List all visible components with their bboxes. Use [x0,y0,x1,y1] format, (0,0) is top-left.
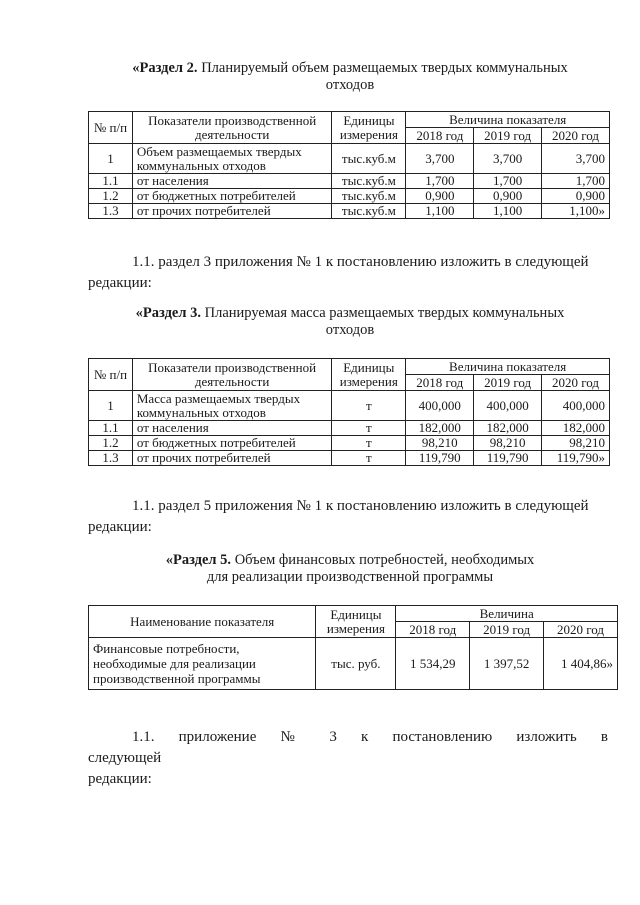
table-row [89,451,610,466]
row-2018: 182,000 [406,421,474,436]
paragraph-line: 1.1. раздел 3 приложения № 1 к постановлению изложить в следующей [132,254,589,270]
paragraph-line: 1.1. раздел 5 приложения № 1 к постановлению изложить в следующей [132,498,589,514]
row-2018: 0,900 [406,189,474,204]
section3-table [88,358,610,466]
row-name: от прочих потребителей [132,451,331,466]
row-name: от бюджетных потребителей [132,189,332,204]
paragraph-line: редакции: [88,771,152,787]
row-2019: 1 397,52 [470,638,544,690]
row-2019: 400,000 [474,391,542,421]
section2-table [88,111,610,219]
header-2018: 2018 год [406,128,474,144]
section2-title-text: Планируемый объем размещаемых твердых коммунальных [197,60,568,76]
row-unit: тыс.куб.м [332,144,406,174]
row-num: 1.1 [89,421,133,436]
row-unit: тыс. руб. [316,638,396,690]
table-row [89,189,610,204]
row-name: Объем размещаемых твердых коммунальных отходов [132,144,332,174]
row-2020: 1 404,86» [544,638,618,690]
header-num: № п/п [89,112,133,144]
paragraph-appendix3-intro [88,727,608,790]
section3-title-bold: «Раздел 3. [135,305,201,321]
header-indicator: Показатели производственной деятельности [132,112,332,144]
row-2020: 182,000 [542,421,610,436]
header-2020: 2020 год [542,375,610,391]
row-unit: тыс.куб.м [332,189,406,204]
row-2020: 1,100» [542,204,610,219]
header-indicator: Наименование показателя [89,606,316,638]
row-name: от населения [132,421,331,436]
row-name: от прочих потребителей [132,204,332,219]
row-2019: 119,790 [474,451,542,466]
row-2019: 1,100 [474,204,542,219]
row-2018: 1,100 [406,204,474,219]
section2-title-line2: отходов [325,77,375,93]
table-row [89,638,618,690]
row-2020: 3,700 [542,144,610,174]
table-row [89,391,610,421]
row-name: Масса размещаемых твердых коммунальных отходов [132,391,331,421]
row-num: 1.3 [89,204,133,219]
table-row [89,174,610,189]
header-2019: 2019 год [470,622,544,638]
header-2018: 2018 год [396,622,470,638]
header-value: Величина показателя [406,112,610,128]
paragraph-line: 1.1. приложение № 3 к постановлению изложить в следующей [88,729,608,766]
row-name: Финансовые потребности, необходимые для реализации производственной программы [89,638,316,690]
row-2020: 0,900 [542,189,610,204]
row-name: от населения [132,174,332,189]
section5-heading [90,552,610,586]
row-2019: 3,700 [474,144,542,174]
row-2018: 3,700 [406,144,474,174]
row-num: 1 [89,144,133,174]
section3-heading [90,305,610,339]
section5-title-text: Объем финансовых потребностей, необходимых [231,552,535,568]
row-num: 1 [89,391,133,421]
row-2019: 182,000 [474,421,542,436]
paragraph-line: редакции: [88,519,152,535]
row-num: 1.1 [89,174,133,189]
row-2020: 98,210 [542,436,610,451]
row-unit: тыс.куб.м [332,174,406,189]
row-2020: 400,000 [542,391,610,421]
header-value: Величина [396,606,618,622]
header-units: Единицы измерения [332,112,406,144]
section2-title-bold: «Раздел 2. [132,60,198,76]
row-2019: 98,210 [474,436,542,451]
row-unit: тыс.куб.м [332,204,406,219]
header-units: Единицы измерения [316,606,396,638]
section5-title-line2: для реализации производственной программы [206,569,494,585]
table-row [89,144,610,174]
header-2018: 2018 год [406,375,474,391]
header-units: Единицы измерения [332,359,406,391]
section3-title-line2: отходов [325,322,375,338]
header-value: Величина показателя [406,359,610,375]
row-unit: т [332,421,406,436]
row-2020: 1,700 [542,174,610,189]
row-num: 1.2 [89,189,133,204]
header-2020: 2020 год [544,622,618,638]
table-row [89,204,610,219]
table-row [89,421,610,436]
header-num: № п/п [89,359,133,391]
row-2019: 0,900 [474,189,542,204]
row-unit: т [332,391,406,421]
section5-title-bold: «Раздел 5. [165,552,232,568]
table-row [89,436,610,451]
row-unit: т [332,451,406,466]
paragraph-line: редакции: [88,275,152,291]
row-2018: 1,700 [406,174,474,189]
row-unit: т [332,436,406,451]
paragraph-section3-intro [88,252,608,294]
header-2019: 2019 год [474,375,542,391]
row-2018: 119,790 [406,451,474,466]
section2-heading [90,60,610,94]
section3-title-text: Планируемая масса размещаемых твердых коммунальных [201,305,565,321]
header-indicator: Показатели производственной деятельности [132,359,331,391]
row-2018: 400,000 [406,391,474,421]
header-2019: 2019 год [474,128,542,144]
row-2019: 1,700 [474,174,542,189]
row-name: от бюджетных потребителей [132,436,331,451]
row-num: 1.3 [89,451,133,466]
row-2020: 119,790» [542,451,610,466]
row-2018: 1 534,29 [396,638,470,690]
header-2020: 2020 год [542,128,610,144]
row-num: 1.2 [89,436,133,451]
section5-table [88,605,618,690]
row-2018: 98,210 [406,436,474,451]
paragraph-section5-intro [88,496,608,538]
